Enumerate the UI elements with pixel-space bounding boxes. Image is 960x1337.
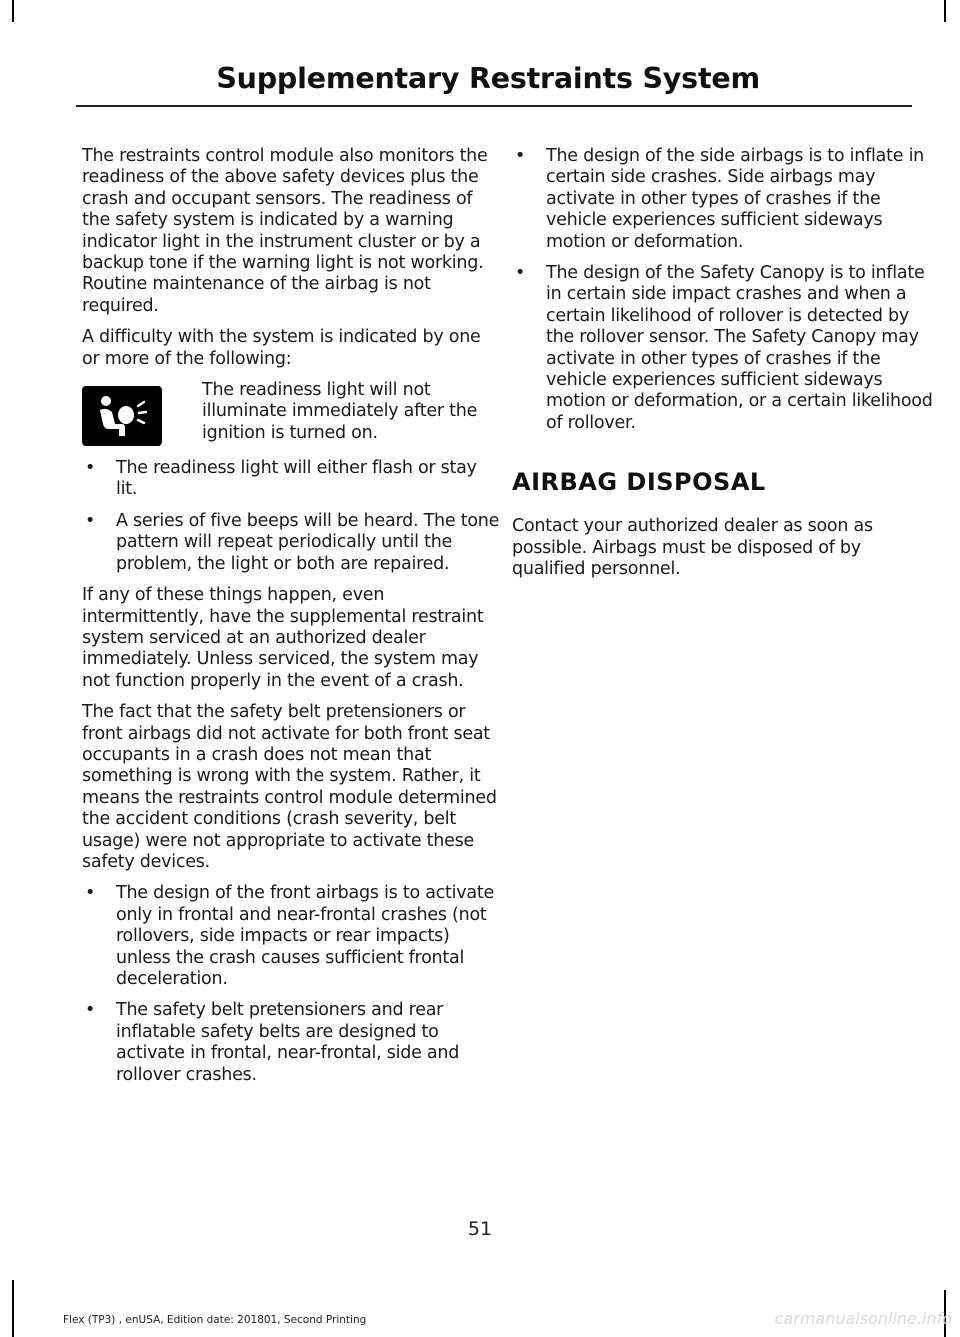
- list-item-text: The design of the side airbags is to inflate in certain side crashes. Side airbags may activate in other types of crashes if the vehicle experiences sufficient sideways motion or deformation.: [546, 146, 925, 252]
- crop-mark: [12, 0, 14, 22]
- page-number: 51: [467, 1218, 493, 1240]
- list-item: [82, 511, 502, 575]
- list-item-text: The safety belt pretensioners and rear inflatable safety belts are designed to activate in frontal, near-frontal, side and rollover crashes.: [116, 1000, 460, 1085]
- symptom-list: [82, 458, 502, 575]
- paragraph: Contact your authorized dealer as soon as possible. Airbags must be disposed of by qualified personnel.: [512, 516, 873, 580]
- list-item-text: The readiness light will either flash or stay lit.: [116, 458, 477, 500]
- list-item: [512, 146, 938, 253]
- right-column: [512, 146, 938, 591]
- footer-edition: Flex (TP3) , enUSA, Edition date: 201801, Second Printing: [63, 1314, 367, 1326]
- bullet: •: [85, 510, 96, 531]
- list-item: [512, 263, 938, 434]
- list-item: [82, 458, 502, 501]
- watermark: carmanualsonline.info: [774, 1309, 952, 1328]
- list-item-text: The design of the Safety Canopy is to inflate in certain side impact crashes and when a certain likelihood of rollover is detected by the rollover sensor. The Safety Canopy may activate in other types of crashes if the vehicle experiences sufficient sideways motion or deformation, or a certain likelihood of rollover.: [546, 263, 933, 433]
- airbag-design-list: [82, 883, 502, 1086]
- paragraph: A difficulty with the system is indicated by one or more of the following:: [82, 327, 481, 369]
- paragraph: The fact that the safety belt pretensioners or front airbags did not activate for both front seat occupants in a crash does not mean that something is wrong with the system. Rather, it means the restraints control module determined the accident conditions (crash severity, belt usage) were not appropriate to activate these safety devices.: [82, 702, 497, 872]
- header-divider: [76, 105, 912, 107]
- warning-light-row: [82, 380, 502, 446]
- airbag-warning-icon: [82, 386, 162, 446]
- crop-mark: [944, 0, 946, 22]
- paragraph: If any of these things happen, even intermittently, have the supplemental restraint system serviced at an authorized dealer immediately. Unless serviced, the system may not function properly in the event of a crash.: [82, 585, 484, 691]
- list-item: [82, 1000, 502, 1086]
- list-item-text: The design of the front airbags is to activate only in frontal and near-frontal crashes (not rollovers, side impacts or rear impacts) unless the crash causes sufficient frontal deceleration.: [116, 883, 494, 989]
- section-heading: AIRBAG DISPOSAL: [512, 468, 766, 497]
- bullet: •: [85, 1000, 96, 1021]
- bullet: •: [515, 263, 526, 284]
- page-title: Supplementary Restraints System: [216, 62, 760, 95]
- paragraph: The restraints control module also monitors the readiness of the above safety devices plus the crash and occupant sensors. The readiness of the safety system is indicated by a warning indicator light in the instrument cluster or by a backup tone if the warning light is not working. Routine maintenance of the airbag is not required.: [82, 146, 488, 316]
- list-item: [82, 883, 502, 990]
- bullet: •: [85, 458, 96, 479]
- bullet: •: [85, 883, 96, 904]
- side-airbag-list: [512, 146, 938, 434]
- warning-light-description: The readiness light will not illuminate immediately after the ignition is turned on.: [202, 380, 478, 443]
- crop-mark: [12, 1280, 14, 1337]
- list-item-text: A series of five beeps will be heard. The tone pattern will repeat periodically until the problem, the light or both are repaired.: [116, 510, 500, 574]
- left-column: [82, 146, 502, 1096]
- bullet: •: [515, 146, 526, 166]
